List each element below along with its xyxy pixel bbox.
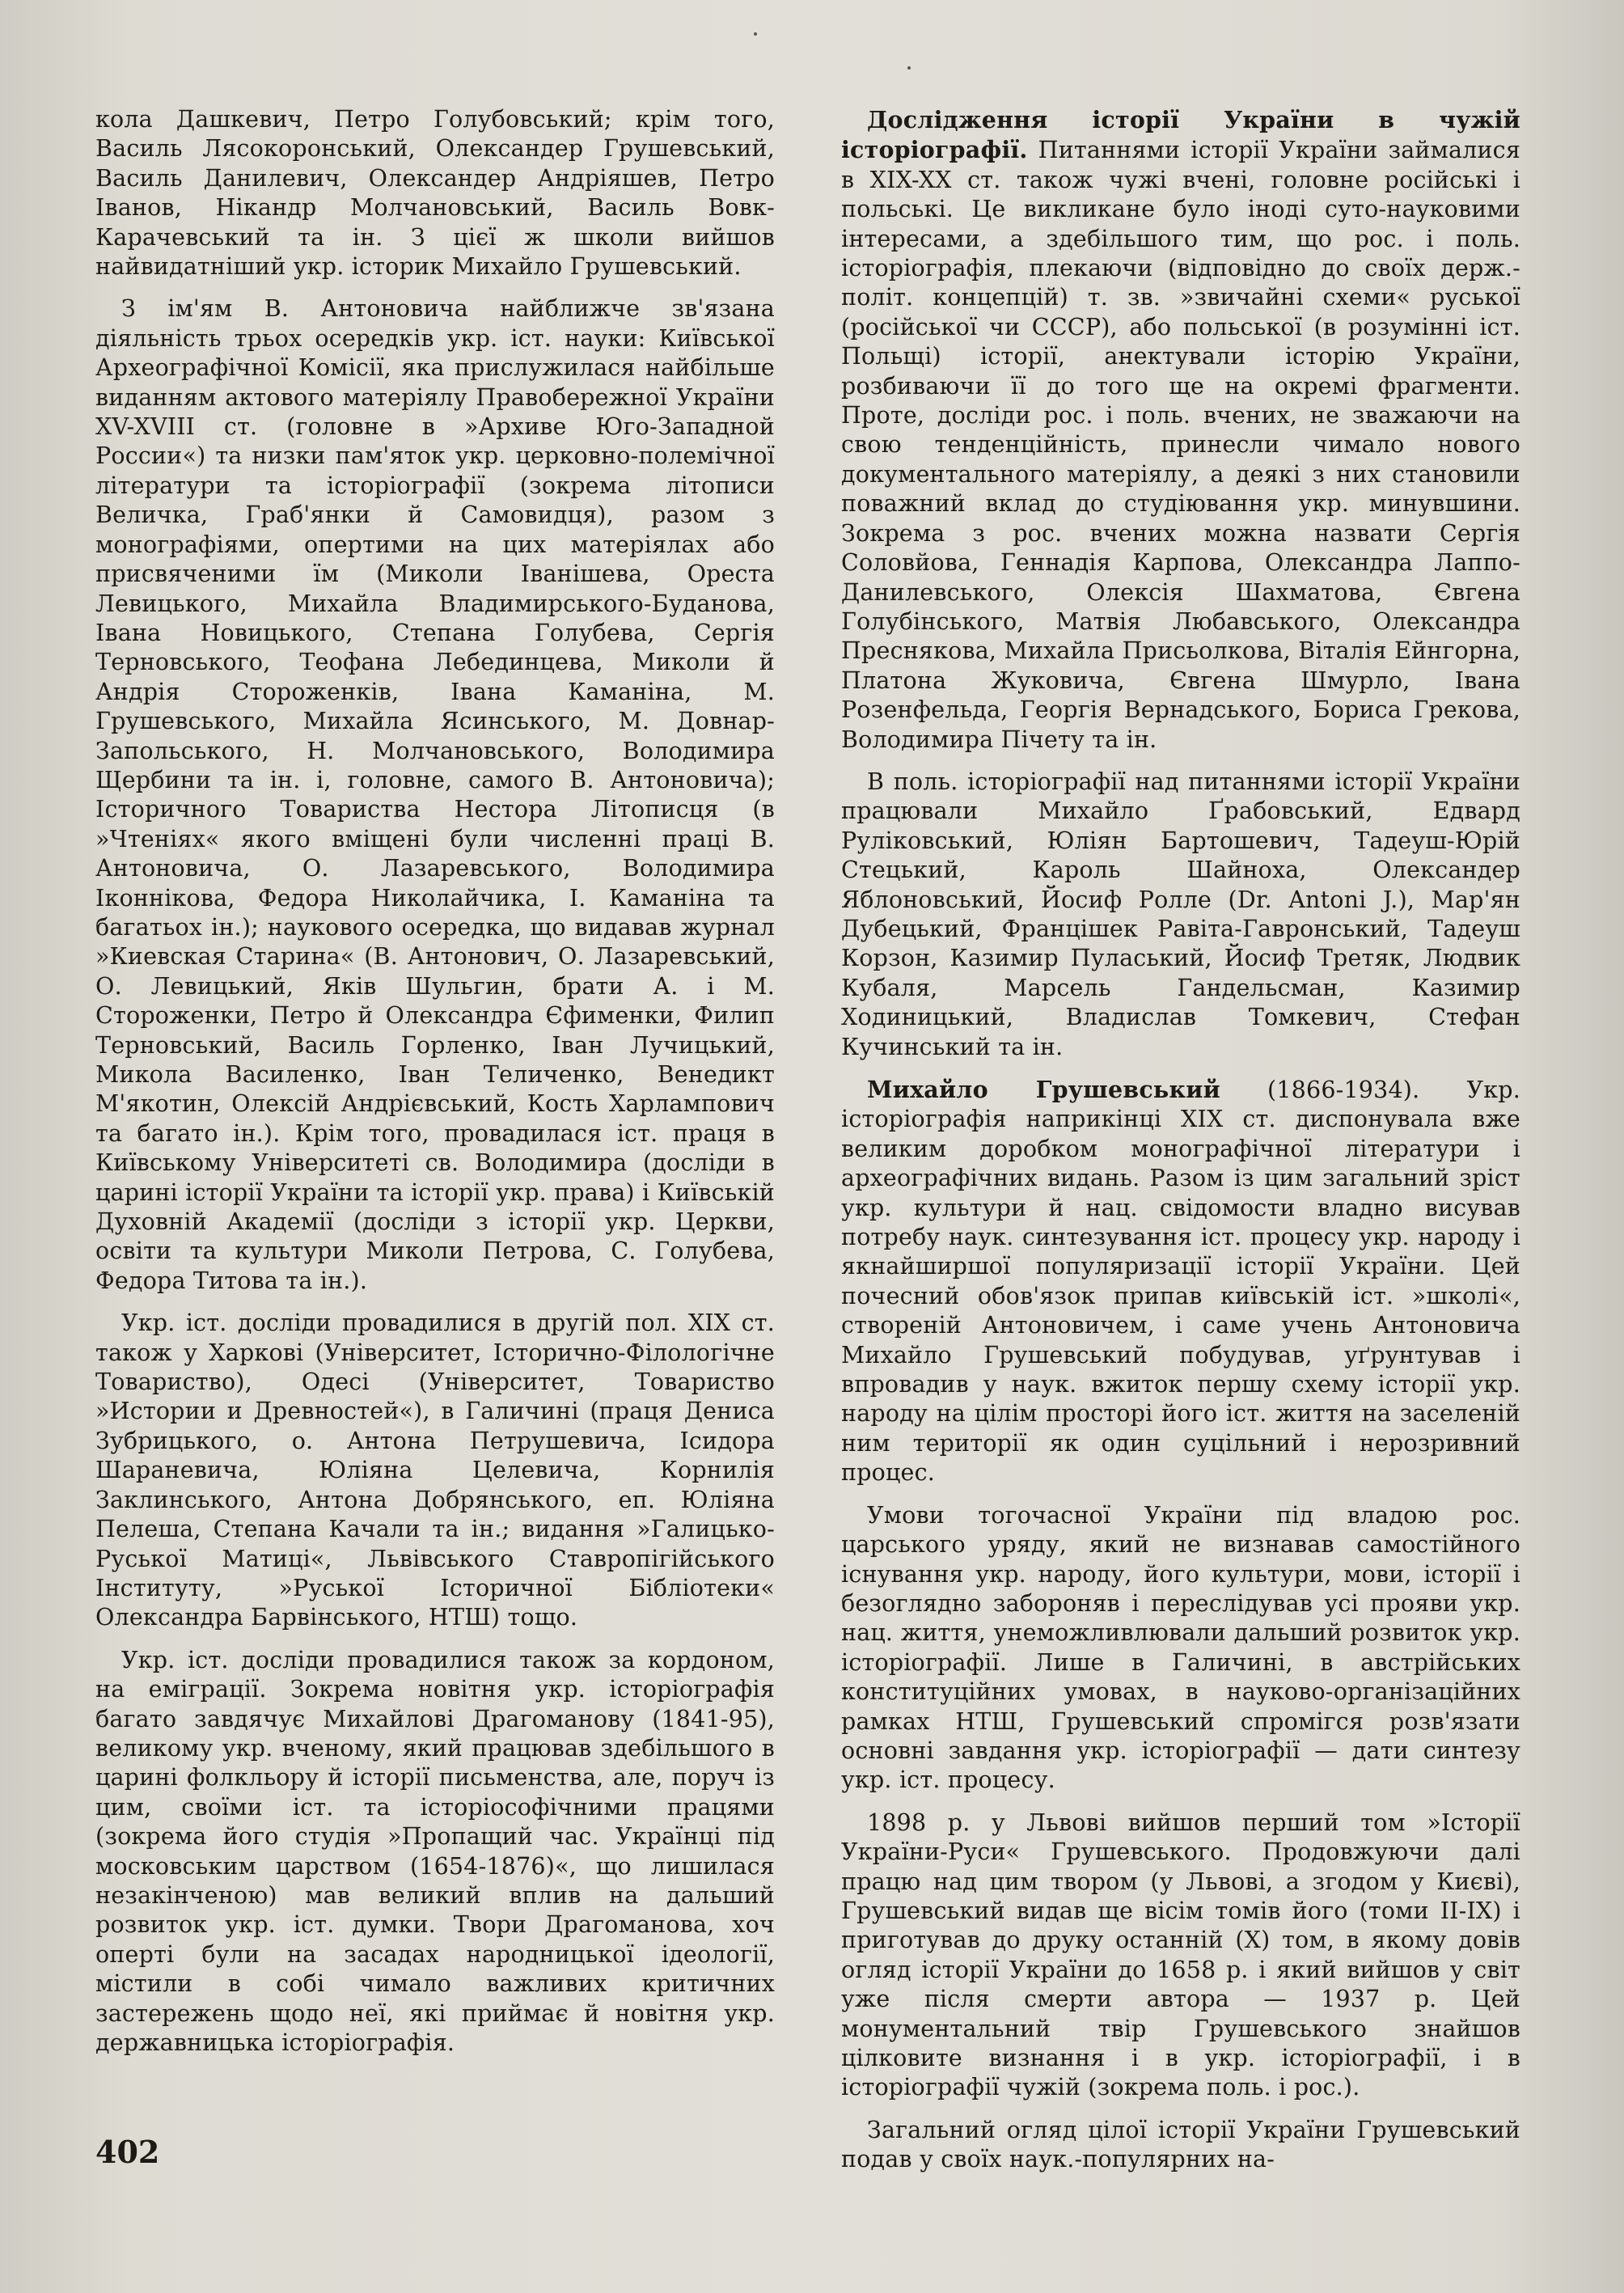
paragraph: Загальний огляд цілої історії України Грушевський подав у своїх наук.-популярних на- [841,2116,1520,2173]
paragraph: З ім'ям В. Антоновича найближче зв'язана діяльність трьох осередків укр. іст. науки: Київської Археографічної Комісії, яка прислужилася найбільше виданням актового матеріялу Правобережної України XV-XVIII ст. (головне в »Архиве Юго-Западной России«) та низки пам'яток укр. церковно-полемічної літератури та історіографії (зокрема літописи Величка, Граб'янки й Самовидця), разом з монографіями, опертими на цих матеріялах або присвяченими їм (Миколи Іванішева, Ореста Левицького, Михайла Владимирського-Буданова, Івана Новицького, Степана Голубева, Сергія Терновського, Теофана Лебединцева, Миколи й Андрія Стороженків, Івана Каманіна, М. Грушевського, Михайла Ясинського, М. Довнар-Запольського, Н. Молчановського, Володимира Щербини та ін. і, головне, самого В. Антоновича); Історичного Товариства Нестора Літописця (в »Чтеніях« якого вміщені були численні праці В. Антоновича, О. Лазаревського, Володимира Іконнікова, Федора Николайчика, І. Каманіна та багатьох ін.); наукового осередка, що видавав журнал »Киевская Старина« (В. Антонович, О. Лазаревський, О. Левицький, Яків Шульгин, брати А. і М. Стороженки, Петро й Олександра Єфименки, Филип Терновський, Василь Горленко, Іван Лучицький, Микола Василенко, Іван Теличенко, Венедикт М'якотин, Олексій Андрієвський, Кость Харлампович та багато ін.). Крім того, провадилася іст. праця в Київському Університеті св. Володимира (досліди в царині історії України та історії укр. права) і Київській Духовній Академії (досліди з історії укр. Церкви, освіти та культури Миколи Петрова, С. Голубева, Федора Титова та ін.). [95,295,776,1294]
page-number: 402 [95,2134,160,2170]
paragraph-body: (1866-1934). Укр. історіографія наприкінці XIX ст. диспонувала вже великим доробком монографічної літератури і археографічних видань. Разом із цим загальний зріст укр. культури й нац. свідомости владно висував потребу наук. синтезування іст. процесу укр. народу і якнайширшої популяризації історії України. Цей почесний обов'язок припав київській іст. »школі«, створеній Антоновичем, і саме учень Антоновича Михайло Грушевський побудував, уґрунтував і впровадив у наук. вжиток першу схему історії укр. народу на цілім просторі його іст. життя на заселеній ним території як один суцільний і нерозривний процес. [841,1077,1520,1487]
left-column [95,105,775,2071]
print-speck [907,66,911,70]
paragraph: кола Дашкевич, Петро Голубовський; крім того, Василь Лясокоронський, Олександер Грушевський, Василь Данилевич, Олександер Андріяшев, Петро Іванов, Нікандр Молчановський, Василь Вовк-Карачевський та ін. З цієї ж школи вийшов найвидатніший укр. історик Михайло Грушевський. [95,106,775,281]
paragraph: 1898 р. у Львові вийшов перший том »Історії України-Руси« Грушевського. Продовжуючи далі працю над цим твором (у Львові, а згодом у Києві), Грушевський видав ще вісім томів його (томи II-IX) і приготував до друку останній (X) том, в якому довів огляд історії України до 1658 р. і який вийшов у світ уже після смерти автора — 1937 р. Цей монументальний твір Грушевського знайшов цілковите визнання і в укр. історіографії, і в історіографії чужій (зокрема поль. і рос.). [841,1809,1520,2101]
paragraph-with-heading [841,1075,1520,1488]
paragraph: Укр. іст. досліди провадилися також за кордоном, на еміграції. Зокрема новітня укр. історіографія багато завдячує Михайлові Драгоманову (1841-95), великому укр. вченому, який працював здебільшого в царині фолкльору й історії письменства, але, поруч із цим, своїми іст. та історіософічними працями (зокрема його студія »Пропащий час. Українці під московським царством (1654-1876)«, що лишилася незакінченою) мав великий вплив на дальший розвиток укр. іст. думки. Твори Драгоманова, хоч оперті були на засадах народницької ідеології, містили в собі чимало важливих критичних застережень щодо неї, які приймає й новітня укр. державницька історіографія. [95,1646,775,2056]
paragraph: В поль. історіографії над питаннями історії України працювали Михайло Ґрабовський, Едвард Руліковський, Юліян Бартошевич, Тадеуш-Юрій Стецький, Кароль Шайноха, Олександер Яблоновський, Йосиф Ролле (Dr. Antoni J.), Мар'ян Дубецький, Францішек Равіта-Гавронський, Тадеуш Корзон, Казимир Пуласький, Йосиф Третяк, Людвик Кубаля, Марсель Гандельсман, Казимир Ходиницький, Владислав Томкевич, Стефан Кучинський та ін. [841,768,1520,1060]
paragraph-with-heading [841,105,1520,755]
section-heading: Дослідження історії України в чужій історіографії. [841,106,1520,164]
right-column [841,105,1520,2188]
paragraph: Умови тогочасної України під владою рос. царського уряду, який не визнавав самостійного існування укр. народу, його культури, мови, історії і безоглядно забороняв і переслідував усі прояви укр. нац. життя, унеможливлювали дальший розвиток укр. історіографії. Лише в Галичині, в австрійських конституційних умовах, в науково-організаційних рамках НТШ, Грушевський спромігся розв'язати основні завдання укр. історіографії — дати синтезу укр. іст. процесу. [841,1501,1520,1794]
section-heading: Михайло Грушевський [867,1076,1220,1103]
paragraph: Укр. іст. досліди провадилися в другій пол. XIX ст. також у Харкові (Університет, Історично-Філологічне Товариство), Одесі (Університет, Товариство »Истории и Древностей«), в Галичині (праця Дениса Зубрицького, о. Антона Петрушевича, Ісидора Шараневича, Юліяна Целевича, Корнилія Заклинського, Антона Добрянського, еп. Юліяна Пелеша, Степана Качали та ін.; видання »Галицько-Руської Матиці«, Львівського Ставропігійського Інституту, »Руської Історичної Бібліотеки« Олександра Барвінського, НТШ) тощо. [95,1309,775,1631]
paragraph-body: Питаннями історії України займалися в XIX-XX ст. також чужі вчені, головне російські і польські. Це викликане було іноді суто-науковими інтересами, а здебільшого тим, що рос. і поль. історіографія, плекаючи (відповідно до своїх держ.-політ. концепцій) т. зв. »звичайні схеми« руської (російської чи СССР), або польської (в розумінні іст. Польщі) історії, анектували історію України, розбиваючи її до того ще на окремі фрагменти. Проте, досліди рос. і поль. вчених, не зважаючи на свою тенденційність, принесли чимало нового документального матеріялу, а деякі з них становили поважний вклад до студіювання укр. минувшини. Зокрема з рос. вчених можна назвати Сергія Соловйова, Геннадія Карпова, Олександра Лаппо-Данилевського, Олексія Шахматова, Євгена Голубінського, Матвія Любавського, Олександра Преснякова, Михайла Присьолкова, Віталія Ейнгорна, Платона Жуковича, Євгена Шмурло, Івана Розенфельда, Георгія Вернадського, Бориса Грекова, Володимира Пічету та ін. [841,137,1520,753]
print-speck [754,32,757,36]
